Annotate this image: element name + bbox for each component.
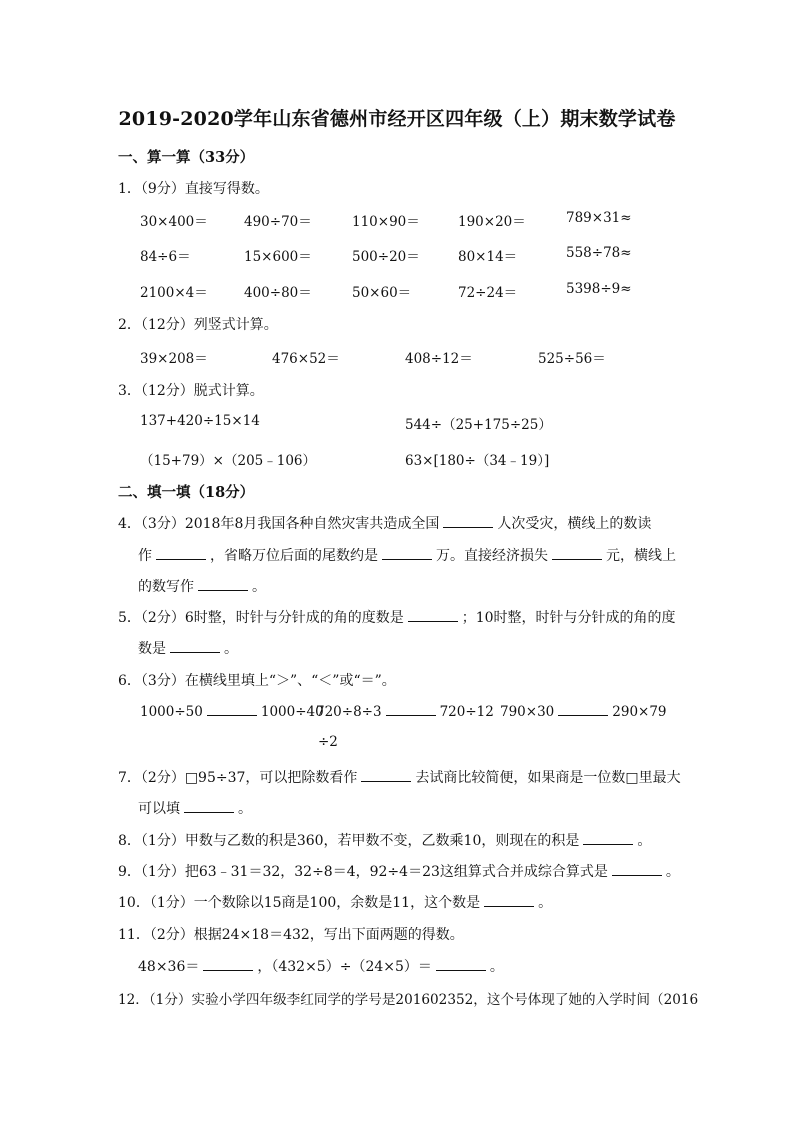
page-title: 2019-2020学年山东省德州市经开区四年级（上）期末数学试卷 bbox=[118, 108, 676, 130]
answer-blank[interactable] bbox=[156, 547, 206, 560]
q1-item: 558÷78≈ bbox=[566, 245, 632, 261]
q7-text: 可以填 bbox=[138, 801, 180, 817]
q4-text: 。 bbox=[252, 579, 266, 595]
q1-item: 400÷80＝ bbox=[244, 285, 312, 301]
q4-line-1 bbox=[118, 513, 651, 533]
q11-text: ，（432×5）÷（24×5）＝ bbox=[257, 959, 432, 975]
q4-line-3 bbox=[138, 576, 266, 596]
q1-item: 5398÷9≈ bbox=[566, 281, 632, 297]
q1-item: 72÷24＝ bbox=[458, 285, 518, 301]
q6-text: 290×79 bbox=[612, 704, 667, 720]
answer-blank[interactable] bbox=[184, 800, 234, 813]
q4-line-2 bbox=[138, 545, 676, 565]
answer-blank[interactable] bbox=[436, 958, 486, 971]
q1-item: 30×400＝ bbox=[140, 214, 208, 230]
q11-heading: 11．（2分）根据24×18＝432，写出下面两题的得数。 bbox=[118, 927, 464, 943]
answer-blank[interactable] bbox=[612, 863, 662, 876]
q1-item: 110×90＝ bbox=[352, 214, 420, 230]
q6-text: 790×30 bbox=[500, 704, 555, 720]
q3-heading: 3．（12分）脱式计算。 bbox=[118, 383, 264, 399]
q2-item: 408÷12＝ bbox=[405, 351, 473, 367]
q11-line bbox=[138, 956, 504, 976]
q2-item: 39×208＝ bbox=[140, 351, 208, 367]
q6-heading: 6．（3分）在横线里填上“＞”、“＜”或“＝”。 bbox=[118, 673, 396, 689]
answer-blank[interactable] bbox=[558, 703, 608, 716]
q4-text: 人次受灾，横线上的数读 bbox=[497, 516, 652, 532]
q6-text: 720÷8÷3 bbox=[316, 704, 382, 720]
q1-item: 789×31≈ bbox=[566, 210, 632, 226]
q10-text: 。 bbox=[538, 895, 553, 911]
q4-text: ，省略万位后面的尾数约是 bbox=[210, 548, 378, 564]
q7-text: 。 bbox=[238, 801, 252, 817]
answer-blank[interactable] bbox=[361, 769, 411, 782]
q11-text: 48×36＝ bbox=[138, 959, 200, 975]
q1-item: 500÷20＝ bbox=[352, 249, 420, 265]
q6-continuation: ÷2 bbox=[318, 734, 338, 750]
q7-line-1 bbox=[118, 767, 681, 787]
q5-text: 5．（2分）6时整，时针与分针成的角的度数是 bbox=[118, 610, 404, 626]
q8-text: 。 bbox=[637, 833, 652, 849]
q5-text: ；10时整，时针与分针成的角的度 bbox=[461, 610, 676, 626]
q5-line-2 bbox=[138, 638, 238, 658]
q6-row bbox=[316, 703, 494, 720]
q5-text: 。 bbox=[224, 641, 238, 657]
q11-text: 。 bbox=[489, 959, 504, 975]
q1-item: 84÷6＝ bbox=[140, 249, 191, 265]
answer-blank[interactable] bbox=[386, 703, 436, 716]
q10-line bbox=[118, 892, 552, 912]
q9-text: 9．（1分）把63﹣31＝32，32÷8＝4，92÷4＝23这组算式合并成综合算式是 bbox=[118, 864, 608, 880]
answer-blank[interactable] bbox=[170, 640, 220, 653]
q4-text: 元，横线上 bbox=[606, 548, 676, 564]
q3-item: （15+79）×（205﹣106） bbox=[140, 453, 317, 469]
q6-text: 720÷12 bbox=[439, 704, 494, 720]
answer-blank[interactable] bbox=[198, 578, 248, 591]
q1-item: 190×20＝ bbox=[458, 214, 526, 230]
q6-text: 1000÷40 bbox=[260, 704, 324, 720]
answer-blank[interactable] bbox=[443, 515, 493, 528]
q6-text: 1000÷50 bbox=[140, 704, 203, 720]
section-2-heading: 二、填一填（18分） bbox=[118, 484, 255, 501]
q3-item: 137+420÷15×14 bbox=[140, 413, 260, 429]
answer-blank[interactable] bbox=[484, 894, 534, 907]
q8-text: 8．（1分）甲数与乙数的积是360，若甲数不变，乙数乘10，则现在的积是 bbox=[118, 833, 580, 849]
q1-heading: 1．（9分）直接写得数。 bbox=[118, 181, 269, 197]
q1-item: 80×14＝ bbox=[458, 249, 518, 265]
answer-blank[interactable] bbox=[408, 609, 458, 622]
q2-heading: 2．（12分）列竖式计算。 bbox=[118, 317, 278, 333]
answer-blank[interactable] bbox=[207, 703, 257, 716]
q5-text: 数是 bbox=[138, 641, 166, 657]
q5-line-1 bbox=[118, 607, 676, 627]
q4-text: 的数写作 bbox=[138, 579, 194, 595]
q6-row bbox=[140, 703, 324, 720]
q9-line bbox=[118, 861, 680, 881]
answer-blank[interactable] bbox=[583, 832, 633, 845]
q1-item: 490÷70＝ bbox=[244, 214, 312, 230]
q4-text: 4．（3分）2018年8月我国各种自然灾害共造成全国 bbox=[118, 516, 440, 532]
q1-item: 15×600＝ bbox=[244, 249, 312, 265]
q9-text: 。 bbox=[665, 864, 680, 880]
q10-text: 10．（1分）一个数除以15商是100，余数是11，这个数是 bbox=[118, 895, 481, 911]
q7-line-2 bbox=[138, 798, 252, 818]
q12-line: 12．（1分）实验小学四年级李红同学的学号是201602352，这个号体现了她的入学时间（2016 bbox=[118, 992, 699, 1008]
answer-blank[interactable] bbox=[203, 958, 253, 971]
q6-row bbox=[500, 703, 667, 720]
q4-text: 万。直接经济损失 bbox=[436, 548, 548, 564]
q2-item: 525÷56＝ bbox=[538, 351, 606, 367]
answer-blank[interactable] bbox=[382, 547, 432, 560]
q4-text: 作 bbox=[138, 548, 152, 564]
q1-item: 2100×4＝ bbox=[140, 285, 208, 301]
q7-text: 去试商比较简便，如果商是一位数□里最大 bbox=[415, 770, 681, 786]
answer-blank[interactable] bbox=[552, 547, 602, 560]
q8-line bbox=[118, 830, 651, 850]
q2-item: 476×52＝ bbox=[272, 351, 340, 367]
q3-item: 63×[180÷（34﹣19）] bbox=[405, 453, 550, 469]
q3-item: 544÷（25+175÷25） bbox=[405, 417, 552, 433]
section-1-heading: 一、算一算（33分） bbox=[118, 149, 255, 166]
q1-item: 50×60＝ bbox=[352, 285, 412, 301]
q7-text: 7．（2分）□95÷37，可以把除数看作 bbox=[118, 770, 358, 786]
